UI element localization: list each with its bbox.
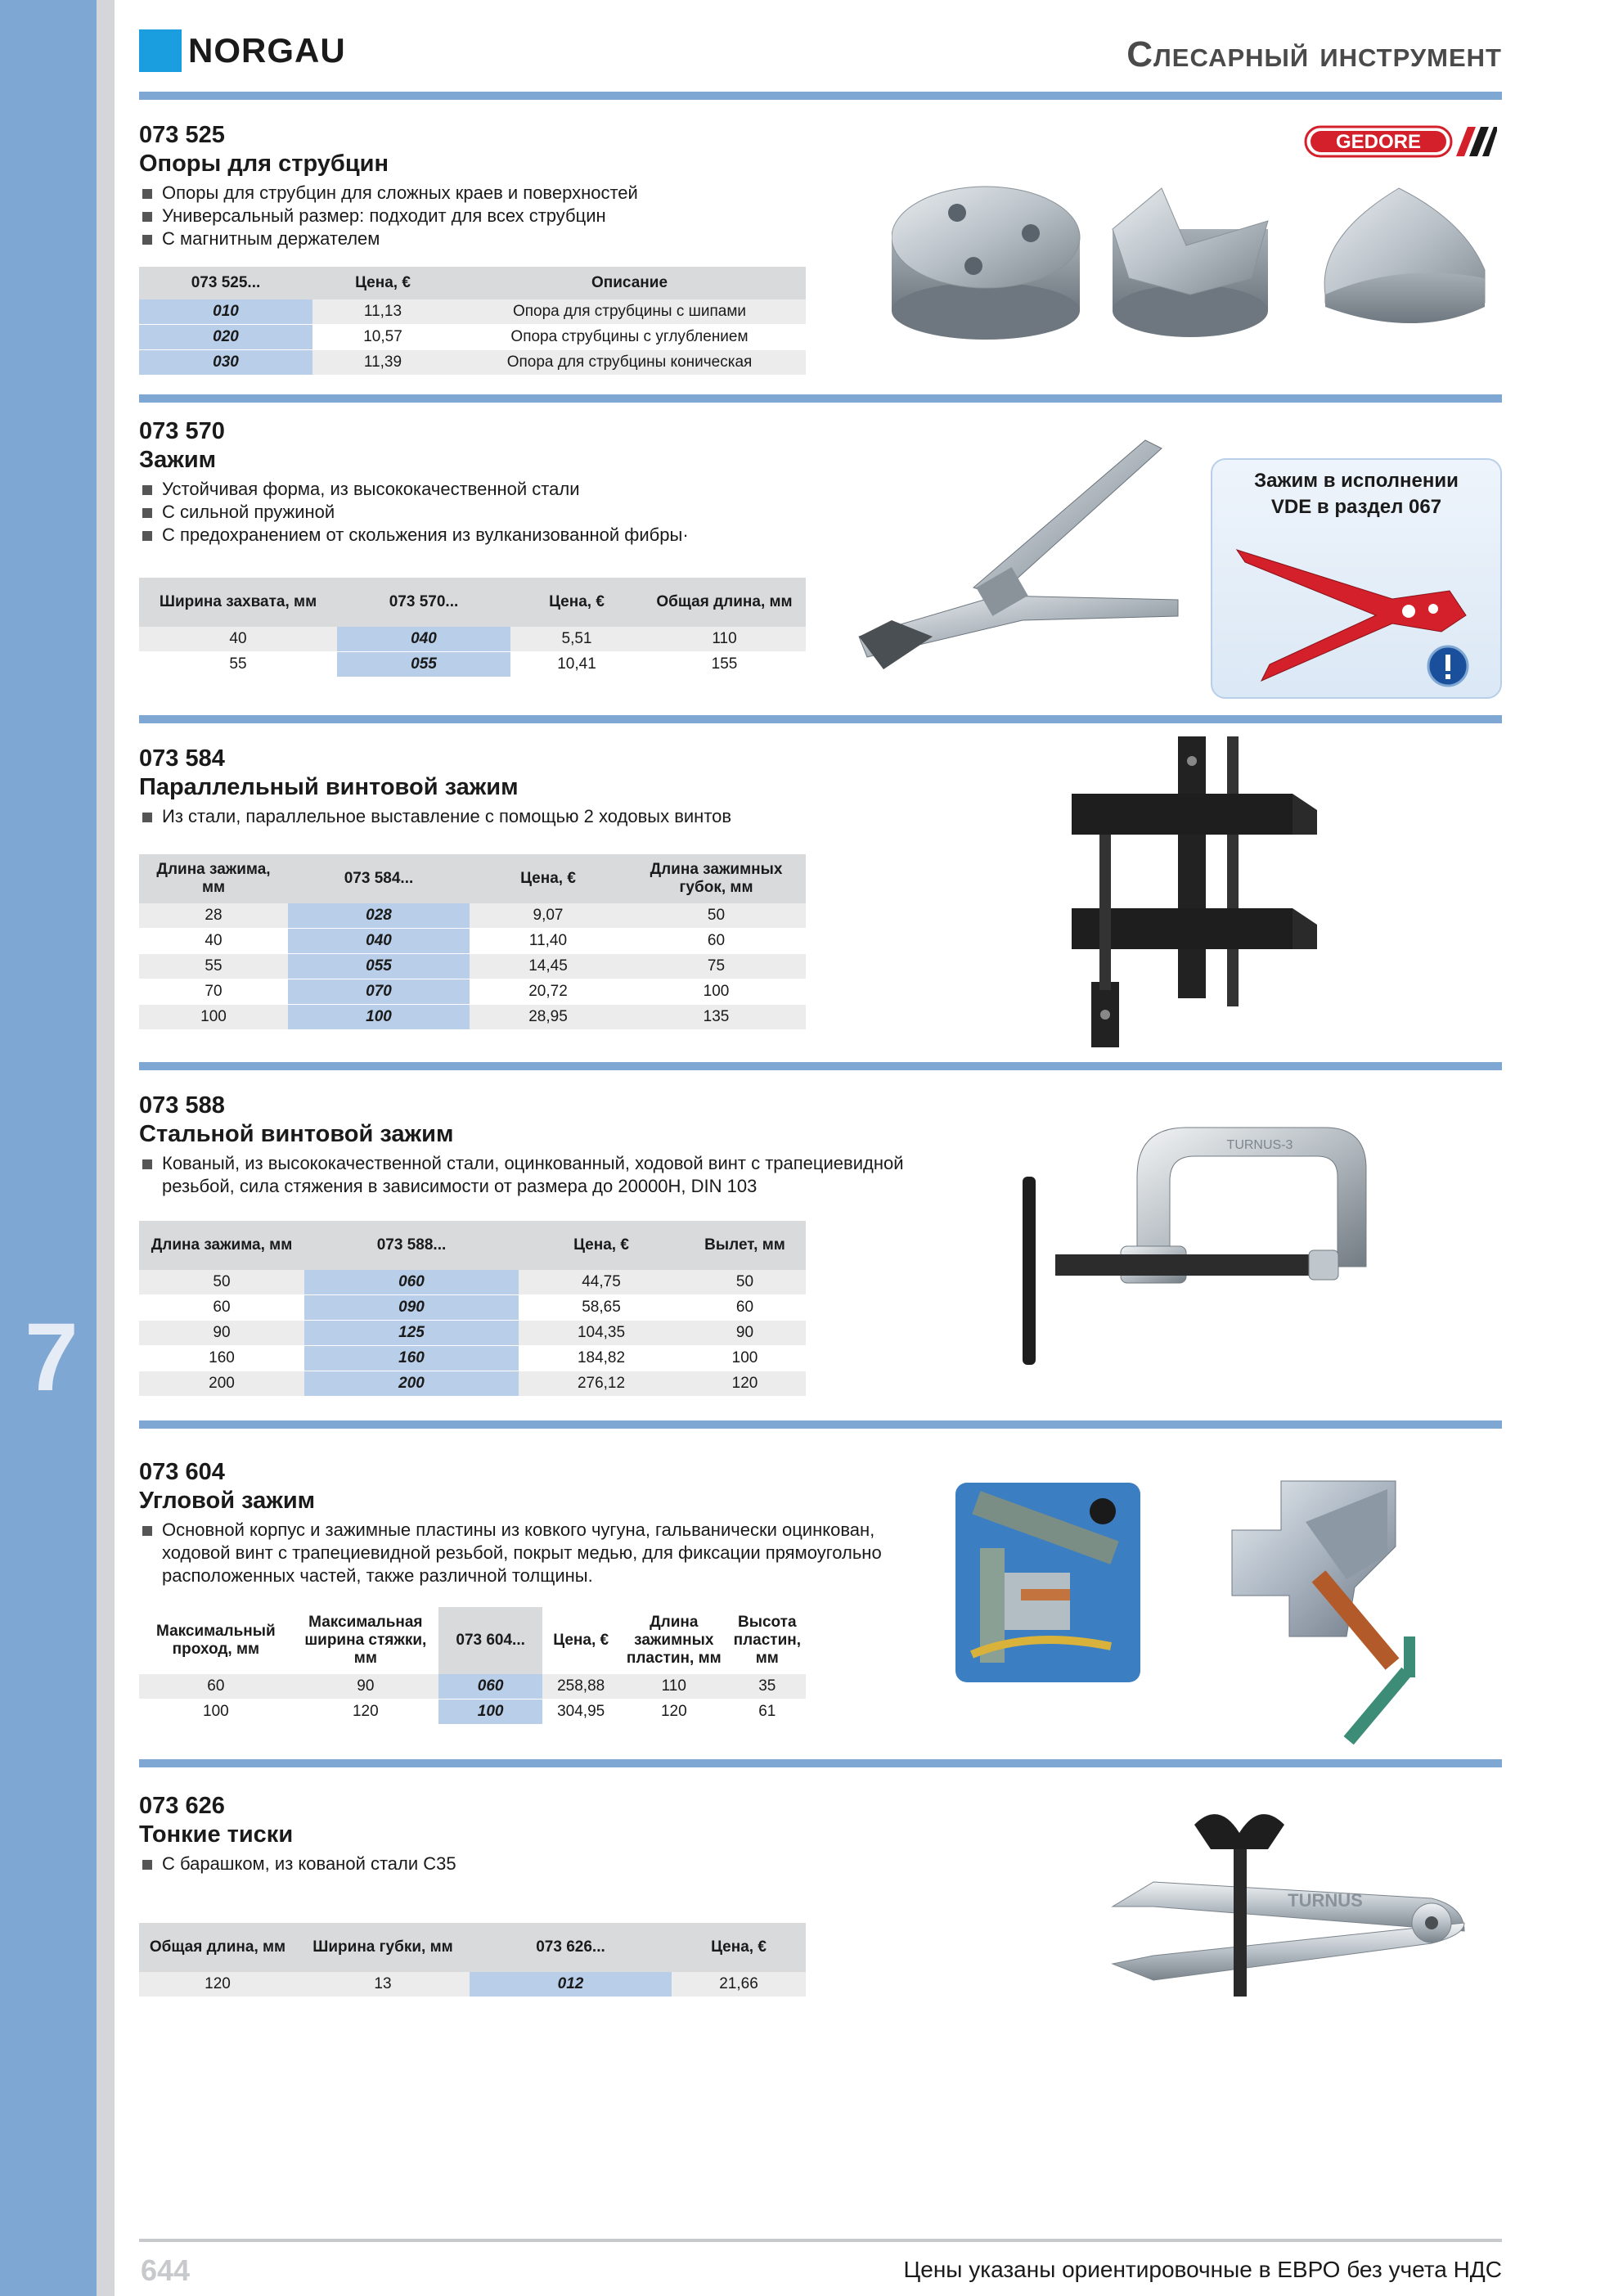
table-header: Цена, € [510,578,643,627]
table-row [139,929,806,954]
table-header: 073 570... [337,578,510,627]
article-number: 073 588 [139,1092,225,1119]
product-title: Зажим [139,447,217,473]
feature-list [139,1152,941,1198]
price-cell: 104,35 [519,1321,684,1346]
table-row [139,979,806,1005]
feature-list [139,1519,924,1587]
article-code: 125 [304,1321,519,1346]
article-code: 020 [139,325,312,350]
jaw-width-cell: 13 [296,1972,470,1997]
article-code: 070 [288,979,470,1005]
product-title: Стальной винтовой зажим [139,1121,454,1147]
price-cell: 184,82 [519,1346,684,1371]
vde-callout-line: VDE в раздел 067 [1270,496,1442,518]
table-row [139,1674,806,1699]
length-cell: 55 [139,954,288,979]
product-title: Тонкие тиски [139,1821,294,1848]
reach-cell: 60 [684,1295,806,1321]
table-header: Цена, € [312,267,453,299]
table-header: Цена, € [470,854,627,903]
reach-cell: 100 [684,1346,806,1371]
header-rule [139,92,1502,100]
left-sidebar [0,0,97,2296]
price-cell: 20,72 [470,979,627,1005]
product-title: Параллельный винтовой зажим [139,774,519,800]
hand-vise-image [1104,1800,1481,2013]
feature-item: С сильной пружиной [139,501,1502,524]
width-cell: 40 [139,627,337,652]
description-cell: Опора для струбцины с шипами [453,299,806,325]
length-cell: 28 [139,903,288,929]
footer-rule [139,2239,1502,2242]
table-header: Длина зажима, мм [139,1221,304,1270]
price-cell: 44,75 [519,1270,684,1295]
vde-callout[interactable] [1211,458,1502,699]
table-header: Цена, € [542,1607,619,1674]
description-cell: Опора для струбцины коническая [453,350,806,376]
table-header: 073 626... [470,1923,672,1972]
price-cell: 11,13 [312,299,453,325]
table-row [139,299,806,325]
section-divider [139,394,1502,403]
article-code: 012 [470,1972,672,1997]
jaw-length-cell: 50 [627,903,806,929]
brand-logo-mark [139,29,182,72]
table-row [139,1270,806,1295]
length-cell: 110 [643,627,806,652]
length-cell: 100 [139,1005,288,1030]
price-cell: 304,95 [542,1699,619,1725]
product-title: Угловой зажим [139,1488,316,1514]
feature-item: Из стали, параллельное выставление с помощью 2 ходовых винтов [139,805,1502,828]
table-header: Ширина захвата, мм [139,578,337,627]
length-cell: 155 [643,652,806,678]
description-cell: Опора струбцины с углублением [453,325,806,350]
clamp-pads-image [892,172,1497,344]
table-header: Максимальная ширина стяжки, мм [293,1607,438,1674]
reach-cell: 120 [684,1371,806,1397]
length-cell: 160 [139,1346,304,1371]
article-code: 100 [438,1699,542,1725]
length-cell: 120 [139,1972,296,1997]
price-table-073584 [139,854,806,1030]
article-number: 073 626 [139,1793,225,1819]
table-row [139,1972,806,1997]
plate-height-cell: 61 [729,1699,806,1725]
table-header: Цена, € [519,1221,684,1270]
table-header: Длина зажима, мм [139,854,288,903]
section-divider [139,1062,1502,1070]
price-cell: 21,66 [672,1972,806,1997]
vde-callout-line: Зажим в исполнении [1254,470,1459,492]
table-header: Длина зажимных пластин, мм [619,1607,729,1674]
vde-callout-text [1212,468,1500,520]
article-code: 160 [304,1346,519,1371]
svg-text:TURNUS: TURNUS [1288,1890,1363,1911]
width-cell: 120 [293,1699,438,1725]
feature-item: Основной корпус и зажимные пластины из ковкого чугуна, гальванически оцинкован, ходовой винт с трапециевидной резьбой, покрыт медью, для фиксации прямоугольно расположенных частей, также различной толщины. [139,1519,924,1587]
length-cell: 90 [139,1321,304,1346]
table-row [139,903,806,929]
section-divider [139,1759,1502,1767]
jaw-length-cell: 60 [627,929,806,954]
table-header: Высота пластин, мм [729,1607,806,1674]
article-code: 055 [337,652,510,678]
article-code: 055 [288,954,470,979]
table-row [139,1295,806,1321]
table-header: 073 588... [304,1221,519,1270]
feature-item: С предохранением от скольжения из вулканизованной фибры· [139,524,1502,547]
sidebar-edge [97,0,115,2296]
c-clamp-image [1023,1119,1399,1365]
passage-cell: 60 [139,1674,293,1699]
length-cell: 40 [139,929,288,954]
plate-length-cell: 110 [619,1674,729,1699]
vde-warning-icon [1427,645,1469,687]
price-cell: 9,07 [470,903,627,929]
price-cell: 5,51 [510,627,643,652]
article-code: 090 [304,1295,519,1321]
price-cell: 10,57 [312,325,453,350]
price-table-073604 [139,1607,806,1725]
price-cell: 11,39 [312,350,453,376]
page-title: Слесарный инструмент [1126,34,1502,74]
product-title: Опоры для струбцин [139,151,389,177]
corner-clamp-image [1224,1473,1469,1751]
width-cell: 55 [139,652,337,678]
parallel-clamp-image [1072,736,1317,1056]
table-header: Вылет, мм [684,1221,806,1270]
table-row [139,1699,806,1725]
article-code: 030 [139,350,312,376]
feature-item: Универсальный размер: подходит для всех струбцин [139,205,1502,227]
plate-length-cell: 120 [619,1699,729,1725]
width-cell: 90 [293,1674,438,1699]
table-row [139,652,806,678]
table-header: 073 525... [139,267,312,299]
table-row [139,1371,806,1397]
brand-logo-text: NORGAU [188,31,346,70]
table-header: Максимальный проход, мм [139,1607,293,1674]
table-row [139,1346,806,1371]
article-number: 073 525 [139,122,225,148]
table-header: 073 584... [288,854,470,903]
article-code: 060 [438,1674,542,1699]
jaw-length-cell: 135 [627,1005,806,1030]
article-code: 028 [288,903,470,929]
table-header: Описание [453,267,806,299]
table-row [139,1005,806,1030]
article-code: 040 [288,929,470,954]
article-number: 073 584 [139,745,225,772]
table-header: Ширина губки, мм [296,1923,470,1972]
length-cell: 70 [139,979,288,1005]
price-table-073626 [139,1923,806,1997]
article-number: 073 604 [139,1459,225,1485]
article-code: 010 [139,299,312,325]
price-cell: 14,45 [470,954,627,979]
price-cell: 258,88 [542,1674,619,1699]
reach-cell: 90 [684,1321,806,1346]
feature-item: С барашком, из кованой стали С35 [139,1853,1502,1875]
article-code: 200 [304,1371,519,1397]
table-header: Длина зажимных губок, мм [627,854,806,903]
section-divider [139,715,1502,723]
table-row [139,954,806,979]
table-header: Общая длина, мм [139,1923,296,1972]
svg-text:GEDORE: GEDORE [1335,131,1422,153]
price-cell: 28,95 [470,1005,627,1030]
table-row [139,325,806,350]
plate-height-cell: 35 [729,1674,806,1699]
length-cell: 200 [139,1371,304,1397]
passage-cell: 100 [139,1699,293,1725]
footer-note: Цены указаны ориентировочные в ЕВРО без учета НДС [903,2257,1502,2282]
price-cell: 276,12 [519,1371,684,1397]
feature-item: Опоры для струбцин для сложных краев и поверхностей [139,182,1502,205]
length-cell: 60 [139,1295,304,1321]
price-table-073525 [139,267,806,376]
table-header: Общая длина, мм [643,578,806,627]
price-cell: 58,65 [519,1295,684,1321]
length-cell: 50 [139,1270,304,1295]
section-divider [139,1420,1502,1429]
table-row [139,350,806,376]
svg-text:TURNUS-3: TURNUS-3 [1226,1138,1293,1152]
article-code: 100 [288,1005,470,1030]
jaw-length-cell: 75 [627,954,806,979]
page-number: 644 [141,2253,191,2287]
reach-cell: 50 [684,1270,806,1295]
article-code: 040 [337,627,510,652]
table-header: Цена, € [672,1923,806,1972]
table-header: 073 604... [438,1607,542,1674]
price-table-073570 [139,578,806,678]
price-table-073588 [139,1221,806,1397]
price-cell: 11,40 [470,929,627,954]
table-row [139,627,806,652]
corner-clamp-photo [955,1483,1140,1682]
price-cell: 10,41 [510,652,643,678]
chapter-number: 7 [25,1303,79,1411]
spring-clamp-image [834,432,1194,686]
article-number: 073 570 [139,418,225,444]
feature-item: Кованый, из высококачественной стали, оцинкованный, ходовой винт с трапециевидной резьбой, сила стяжения в зависимости от размера до 20000Н, DIN 103 [139,1152,941,1198]
article-code: 060 [304,1270,519,1295]
table-row [139,1321,806,1346]
feature-item: Устойчивая форма, из высококачественной стали [139,478,1502,501]
feature-item: С магнитным держателем [139,227,1502,250]
jaw-length-cell: 100 [627,979,806,1005]
